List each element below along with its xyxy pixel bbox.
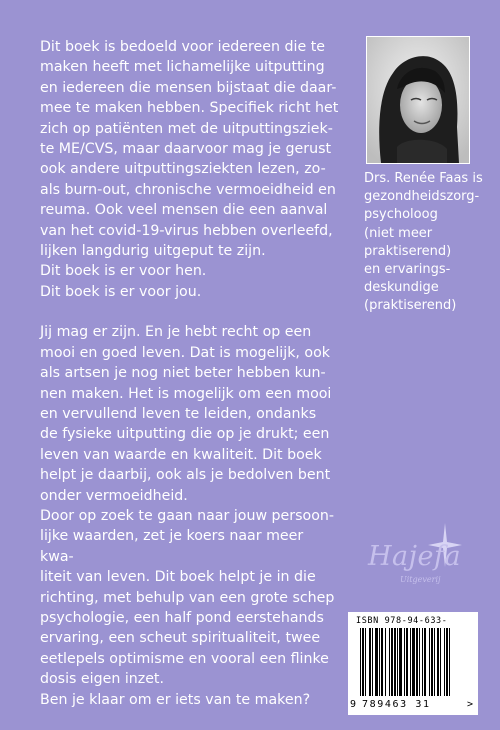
author-bio-line: gezondheidszorg-	[364, 189, 480, 205]
barcode-digit-end: >	[467, 699, 474, 710]
line-for-them: Dit boek is er voor hen.	[40, 263, 207, 280]
barcode-bar	[410, 628, 411, 696]
blurb-line: onder vermoeidheid.	[40, 487, 188, 504]
barcode-digits-middle: 789463 31	[362, 699, 431, 710]
barcode-bar	[391, 628, 393, 696]
barcode-bar	[375, 628, 378, 696]
blurb-line: Door op zoek te gaan naar jouw persoon-	[40, 507, 334, 524]
blurb-line: en iedereen die mensen bijstaat die daar-	[40, 79, 337, 96]
isbn-label: ISBN 978-94-633-	[356, 616, 448, 626]
barcode-bar	[419, 628, 420, 696]
barcode-bar	[381, 628, 383, 696]
author-bio-line: deskundige	[364, 280, 439, 296]
blurb-text	[40, 37, 340, 710]
blurb-line: leven van waarde en kwaliteit. Dit boek	[40, 446, 322, 463]
barcode-bar	[372, 628, 373, 696]
barcode-bar	[360, 628, 361, 696]
barcode-bar	[437, 628, 439, 696]
blurb-line: eetlepels optimisme en vooral een flinke	[40, 650, 329, 667]
blurb-line: lijke waarden, zet je koers naar meer kwa-	[40, 528, 304, 565]
barcode-bar	[369, 628, 371, 696]
author-bio-line: psycholoog	[364, 207, 438, 223]
barcode-bar	[429, 628, 430, 696]
barcode-bar	[379, 628, 380, 696]
blurb-line: als burn-out, chronische vermoeidheid en	[40, 181, 336, 198]
blurb-line: mooi en goed leven. Dat is mogelijk, ook	[40, 344, 331, 361]
barcode-bar	[406, 628, 408, 696]
blurb-line: ervaring, een scheut spiritualiteit, twee	[40, 630, 321, 647]
blurb-paragraph-2	[40, 322, 340, 506]
blurb-line: psychologie, een half pond eerstehands	[40, 609, 324, 626]
blurb-line: en vervullend leven te leiden, ondanks	[40, 405, 317, 422]
barcode-bar	[446, 628, 448, 696]
blurb-line: richting, met behulp van een grote schep	[40, 589, 335, 606]
publisher-logo	[362, 523, 462, 601]
blurb-line: liteit van leven. Dit boek helpt je in die	[40, 569, 316, 586]
blurb-paragraph-1	[40, 37, 340, 302]
blurb-line: maken heeft met lichamelijke uitputting	[40, 59, 325, 76]
blurb-line: dosis eigen inzet.	[40, 671, 165, 688]
barcode-digit-first: 9	[350, 699, 357, 710]
barcode-bar	[394, 628, 396, 696]
barcode-bar	[434, 628, 435, 696]
blurb-line: helpt je daarbij, ook als je bedolven bent	[40, 467, 331, 484]
blurb-line: te ME/CVS, maar daarvoor mag je gerust	[40, 141, 332, 158]
barcode-bar	[431, 628, 433, 696]
barcode-bar	[399, 628, 402, 696]
barcode-bar	[397, 628, 398, 696]
barcode-bar	[362, 628, 364, 696]
author-bio-line: praktiserend)	[364, 243, 452, 259]
blurb-line: Dit boek is bedoeld voor iedereen die te	[40, 39, 325, 55]
barcode-bar	[422, 628, 423, 696]
blurb-line: nen maken. Het is mogelijk om een mooi	[40, 385, 332, 402]
publisher-logo-subtext: Uitgeverij	[400, 575, 441, 584]
author-bio	[364, 170, 484, 316]
isbn-barcode	[348, 612, 478, 715]
author-photo	[366, 36, 470, 164]
author-bio-line: (praktiserend)	[364, 298, 457, 314]
line-for-you: Dit boek is er voor jou.	[40, 283, 202, 300]
author-portrait-image	[367, 37, 469, 163]
blurb-paragraph-3	[40, 506, 340, 710]
author-bio-line: (niet meer	[364, 225, 433, 241]
blurb-line: van het covid-19-virus hebben overleefd,	[40, 222, 333, 239]
barcode-bar	[416, 628, 418, 696]
author-bio-line: Drs. Renée Faas is	[364, 171, 483, 186]
blurb-line: zich op patiënten met de uitputtingsziek-	[40, 120, 333, 137]
blurb-line: ook andere uitputtingsziekten lezen, zo-	[40, 161, 326, 178]
barcode-bar	[449, 628, 450, 696]
barcode-bar	[424, 628, 426, 696]
barcode-bar	[365, 628, 366, 696]
barcode-bar	[444, 628, 445, 696]
publisher-logo-text: Hajefa	[368, 541, 462, 572]
blurb-line: lijken langdurig uitgeput te zijn.	[40, 243, 266, 260]
blurb-line: de fysieke uitputting die op je drukt; een	[40, 426, 330, 443]
barcode-bar	[385, 628, 386, 696]
barcode-bar	[412, 628, 415, 696]
barcode-bar	[404, 628, 405, 696]
blurb-line: mee te maken hebben. Specifiek richt het	[40, 100, 339, 117]
barcode-bar	[440, 628, 441, 696]
author-bio-line: en ervarings-	[364, 262, 451, 278]
blurb-line: als artsen je nog niet beter hebben kun-	[40, 365, 326, 382]
closing-question: Ben je klaar om er iets van te maken?	[40, 691, 311, 708]
blurb-line: Jij mag er zijn. En je hebt recht op een	[40, 324, 312, 341]
barcode-bar	[389, 628, 390, 696]
blurb-line: reuma. Ook veel mensen die een aanval	[40, 202, 328, 219]
